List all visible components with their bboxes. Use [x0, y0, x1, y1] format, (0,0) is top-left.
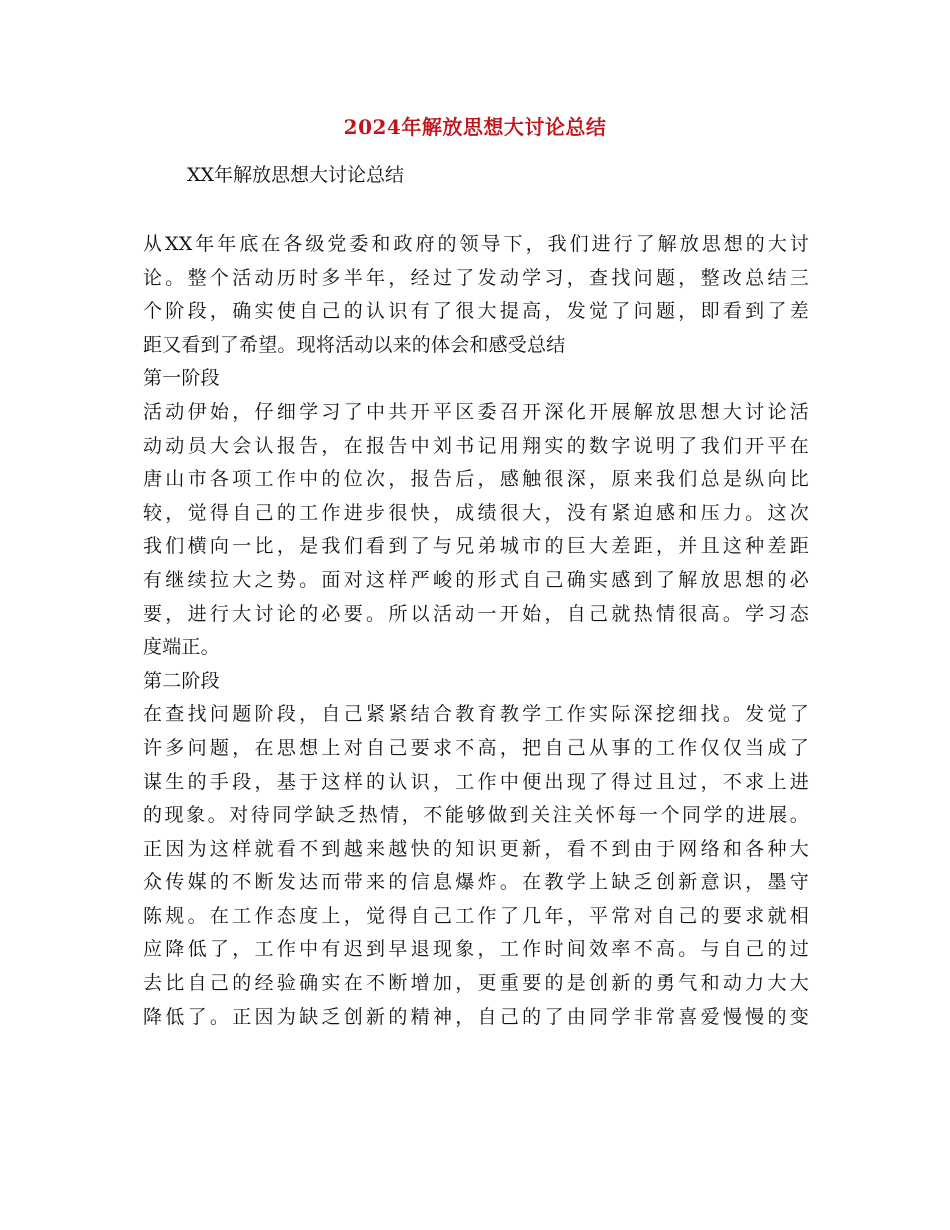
text-line: 正因为这样就看不到越来越快的知识更新，看不到由于网络和各种大: [143, 837, 809, 860]
text-line: 有继续拉大之势。面对这样严峻的形式自己确实感到了解放思想的必: [143, 568, 809, 591]
text-line: 较，觉得自己的工作进步很快，成绩很大，没有紧迫感和压力。这次: [143, 501, 809, 524]
text-line: 个阶段，确实使自己的认识有了很大提高，发觉了问题，即看到了差: [143, 300, 809, 323]
text-line: 动动员大会认报告，在报告中刘书记用翔实的数字说明了我们开平在: [143, 434, 809, 457]
document-subtitle: XX年解放思想大讨论总结: [187, 164, 405, 186]
document-title: 2024年解放思想大讨论总结: [343, 115, 607, 139]
text-line: 众传媒的不断发达而带来的信息爆炸。在教学上缺乏创新意识，墨守: [143, 871, 809, 894]
document-body: [143, 228, 809, 1034]
text-line: 许多问题，在思想上对自己要求不高，把自己从事的工作仅仅当成了: [143, 736, 809, 759]
text-line: 应降低了，工作中有迟到早退现象，工作时间效率不高。与自己的过: [143, 938, 809, 961]
text-line: 的现象。对待同学缺乏热情，不能够做到关注关怀每一个同学的进展。: [143, 804, 809, 827]
section-heading: 第二阶段: [143, 669, 220, 692]
text-line: 活动伊始，仔细学习了中共开平区委召开深化开展解放思想大讨论活: [143, 400, 809, 423]
text-line: 度端正。: [143, 636, 220, 659]
text-line: 论。整个活动历时多半年，经过了发动学习，查找问题，整改总结三: [143, 266, 809, 289]
text-line: 唐山市各项工作中的位次，报告后，感触很深，原来我们总是纵向比: [143, 468, 809, 491]
text-line: 陈规。在工作态度上，觉得自己工作了几年，平常对自己的要求就相: [143, 904, 809, 927]
text-line: 距又看到了希望。现将活动以来的体会和感受总结: [143, 333, 566, 356]
text-line: 降低了。正因为缺乏创新的精神，自己的了由同学非常喜爱慢慢的变: [143, 1005, 809, 1028]
section-heading: 第一阶段: [143, 367, 220, 390]
text-line: 谋生的手段，基于这样的认识，工作中便出现了得过且过，不求上进: [143, 770, 809, 793]
text-line: 在查找问题阶段，自己紧紧结合教育教学工作实际深挖细找。发觉了: [143, 703, 809, 726]
text-line: 从XX年年底在各级党委和政府的领导下，我们进行了解放思想的大讨: [143, 233, 809, 255]
text-line: 去比自己的经验确实在不断增加，更重要的是创新的勇气和动力大大: [143, 972, 809, 995]
text-line: 我们横向一比，是我们看到了与兄弟城市的巨大差距，并且这种差距: [143, 535, 809, 558]
text-line: 要，进行大讨论的必要。所以活动一开始，自己就热情很高。学习态: [143, 602, 809, 625]
